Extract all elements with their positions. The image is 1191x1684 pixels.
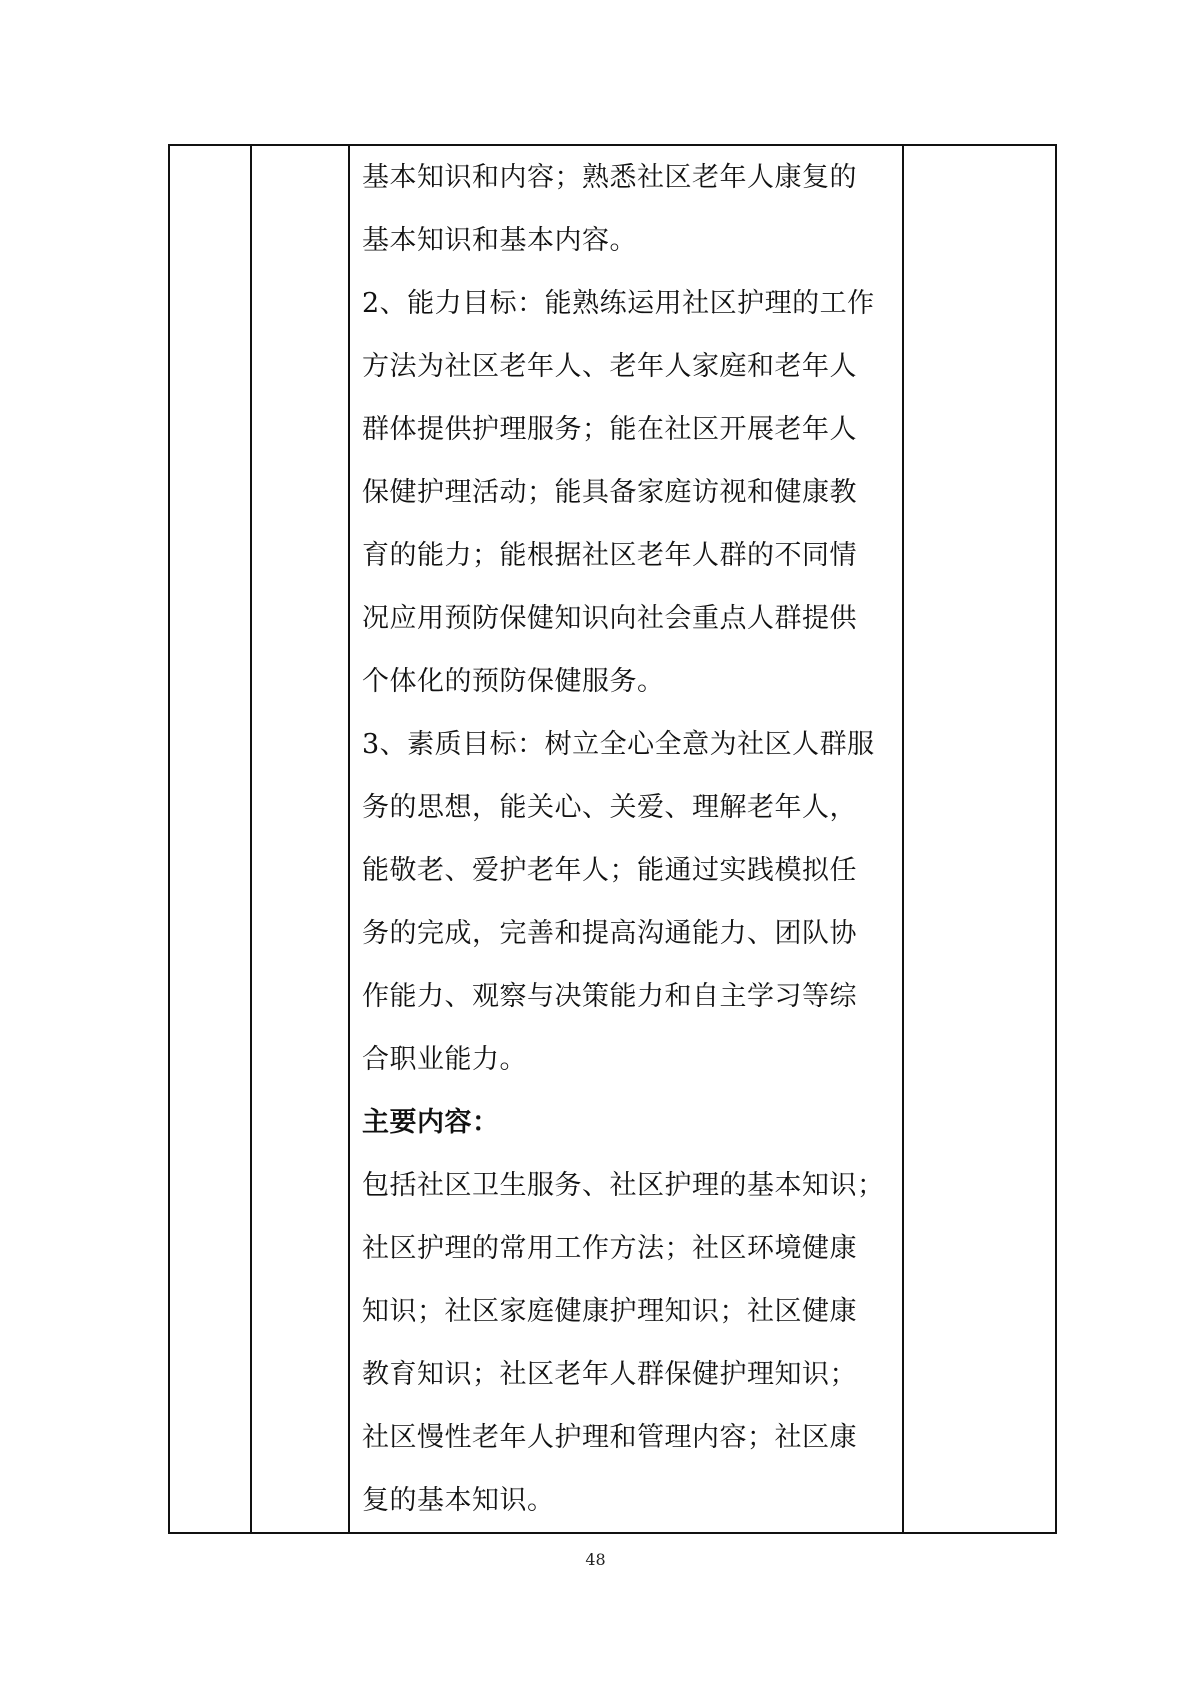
content-line: 社区慢性老年人护理和管理内容；社区康	[362, 1422, 857, 1453]
table-cell-content	[349, 145, 903, 1533]
content-line: 基本知识和内容；熟悉社区老年人康复的	[362, 162, 857, 193]
content-line: 复的基本知识。	[362, 1485, 555, 1516]
content-line: 能敬老、爱护老年人；能通过实践模拟任	[362, 855, 857, 886]
content-line: 况应用预防保健知识向社会重点人群提供	[362, 603, 857, 634]
content-line: 知识；社区家庭健康护理知识；社区健康	[362, 1296, 857, 1327]
content-line: 个体化的预防保健服务。	[362, 666, 665, 697]
content-line: 3、素质目标：树立全心全意为社区人群服	[362, 729, 875, 760]
table-cell-empty-2	[251, 145, 349, 1533]
content-line: 2、能力目标：能熟练运用社区护理的工作	[362, 288, 875, 319]
content-line: 社区护理的常用工作方法；社区环境健康	[362, 1233, 857, 1264]
table-cell-empty-4	[903, 145, 1056, 1533]
table-row	[169, 145, 1056, 1533]
content-line: 基本知识和基本内容。	[362, 225, 637, 256]
table-cell-empty-1	[169, 145, 251, 1533]
page-number: 48	[585, 1550, 606, 1569]
content-line: 务的完成，完善和提高沟通能力、团队协	[362, 918, 857, 949]
content-line: 务的思想，能关心、关爱、理解老年人，	[362, 792, 857, 823]
content-line: 教育知识；社区老年人群保健护理知识；	[362, 1359, 857, 1390]
content-line: 作能力、观察与决策能力和自主学习等综	[362, 981, 857, 1012]
curriculum-table	[168, 144, 1057, 1534]
content-line: 包括社区卫生服务、社区护理的基本知识；	[362, 1170, 885, 1201]
content-line: 方法为社区老年人、老年人家庭和老年人	[362, 351, 857, 382]
content-line: 保健护理活动；能具备家庭访视和健康教	[362, 477, 857, 508]
content-line: 群体提供护理服务；能在社区开展老年人	[362, 414, 857, 445]
section-heading: 主要内容：	[362, 1107, 500, 1138]
content-line: 育的能力；能根据社区老年人群的不同情	[362, 540, 857, 571]
content-line: 合职业能力。	[362, 1044, 527, 1075]
